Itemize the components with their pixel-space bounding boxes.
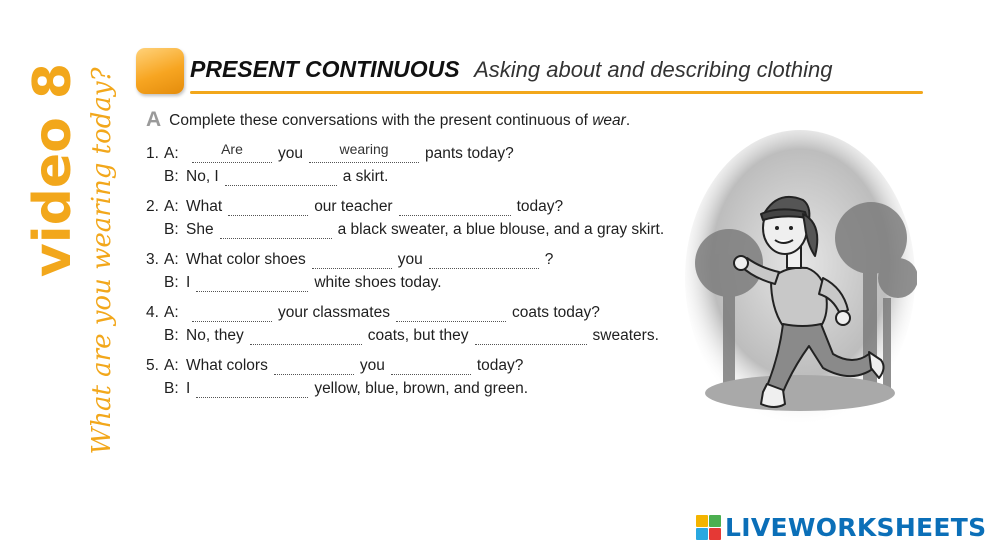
logo-square (709, 515, 721, 527)
liveworksheets-logo-icon (696, 515, 721, 540)
answer-blank[interactable] (429, 250, 539, 269)
answer-text: wearing (339, 141, 389, 157)
speaker-label: A: (164, 251, 179, 268)
page-title: PRESENT CONTINUOUS (190, 56, 460, 82)
sentence-text: you (359, 357, 385, 374)
sentence-text: She (186, 221, 214, 238)
speaker-label: B: (164, 221, 179, 238)
conversation-line-b (146, 271, 664, 294)
logo-square (709, 528, 721, 540)
page-subtitle: Asking about and describing clothing (474, 57, 833, 82)
sentence-text: I (186, 380, 191, 397)
exercise-item (146, 354, 664, 400)
logo-square (696, 528, 708, 540)
answer-blank[interactable] (312, 250, 392, 269)
video-question-subtitle: What are you wearing today? (87, 67, 117, 455)
sentence-text: coats, but they (367, 327, 469, 344)
answer-blank[interactable] (220, 220, 332, 239)
sentence-text: you (397, 251, 423, 268)
sentence-text: sweaters. (592, 327, 659, 344)
answer-blank[interactable] (228, 197, 308, 216)
conversation-line-b (146, 165, 664, 188)
sentence-text: No, I (186, 168, 219, 185)
instructions (146, 108, 630, 132)
answer-blank[interactable] (396, 303, 506, 322)
answer-blank[interactable] (192, 303, 272, 322)
sentence-text: a black sweater, a blue blouse, and a gray skirt. (337, 221, 665, 238)
answer-text: Are (221, 141, 243, 157)
item-number: 1. (146, 145, 159, 162)
section-letter: A (146, 108, 162, 131)
sentence-text: What (186, 198, 223, 215)
answer-blank[interactable] (309, 141, 419, 163)
liveworksheets-logo-text: LIVEWORKSHEETS (725, 512, 987, 542)
conversation-line-b (146, 377, 664, 400)
answer-blank[interactable] (250, 326, 362, 345)
exercise-item (146, 195, 664, 241)
conversation-line-b (146, 218, 664, 241)
answer-blank[interactable] (196, 379, 308, 398)
sentence-text: white shoes today. (314, 274, 442, 291)
sentence-text: No, they (186, 327, 244, 344)
page-header (190, 56, 832, 83)
speaker-label: B: (164, 380, 179, 397)
speaker-label: B: (164, 327, 179, 344)
exercise-item (146, 248, 664, 294)
side-banner (0, 0, 120, 547)
sentence-text: yellow, blue, brown, and green. (314, 380, 529, 397)
sentence-text: coats today? (511, 304, 600, 321)
sentence-text: pants today? (425, 145, 514, 162)
logo-square (696, 515, 708, 527)
sentence-text: I (186, 274, 191, 291)
liveworksheets-logo[interactable] (696, 512, 996, 542)
conversation-line-a (146, 248, 664, 271)
answer-blank[interactable] (225, 167, 337, 186)
answer-blank[interactable] (192, 141, 272, 163)
conversation-line-a (146, 195, 664, 218)
item-number: 5. (146, 357, 159, 374)
answer-blank[interactable] (274, 356, 354, 375)
woman-jogging-illustration (683, 128, 917, 428)
video-number-title: video 8 (23, 62, 83, 278)
orange-square-icon (136, 48, 184, 94)
sentence-text: a skirt. (342, 168, 389, 185)
sentence-text: ? (544, 251, 554, 268)
conversation-line-a (146, 354, 664, 377)
conversation-line-a (146, 142, 664, 165)
speaker-label: B: (164, 274, 179, 291)
conversation-line-b (146, 324, 664, 347)
sentence-text: today? (476, 357, 524, 374)
instructions-text: Complete these conversations with the present continuous of (169, 112, 593, 129)
sentence-text: What color shoes (186, 251, 306, 268)
answer-blank[interactable] (196, 273, 308, 292)
speaker-label: A: (164, 198, 179, 215)
exercise-item (146, 301, 664, 347)
speaker-label: A: (164, 357, 179, 374)
exercise-item (146, 142, 664, 188)
answer-blank[interactable] (399, 197, 511, 216)
item-number: 2. (146, 198, 159, 215)
sentence-text: your classmates (278, 304, 390, 321)
answer-blank[interactable] (391, 356, 471, 375)
instructions-period: . (625, 112, 631, 129)
sentence-text: What colors (186, 357, 268, 374)
speaker-label: B: (164, 168, 179, 185)
speaker-label: A: (164, 145, 179, 162)
answer-blank[interactable] (475, 326, 587, 345)
sentence-text: today? (516, 198, 564, 215)
instructions-verb: wear (592, 112, 626, 129)
speaker-label: A: (164, 304, 179, 321)
exercise-list (146, 142, 664, 407)
sentence-text: our teacher (314, 198, 393, 215)
sentence-text: you (278, 145, 303, 162)
conversation-line-a (146, 301, 664, 324)
header-divider (190, 91, 923, 94)
item-number: 3. (146, 251, 159, 268)
item-number: 4. (146, 304, 159, 321)
